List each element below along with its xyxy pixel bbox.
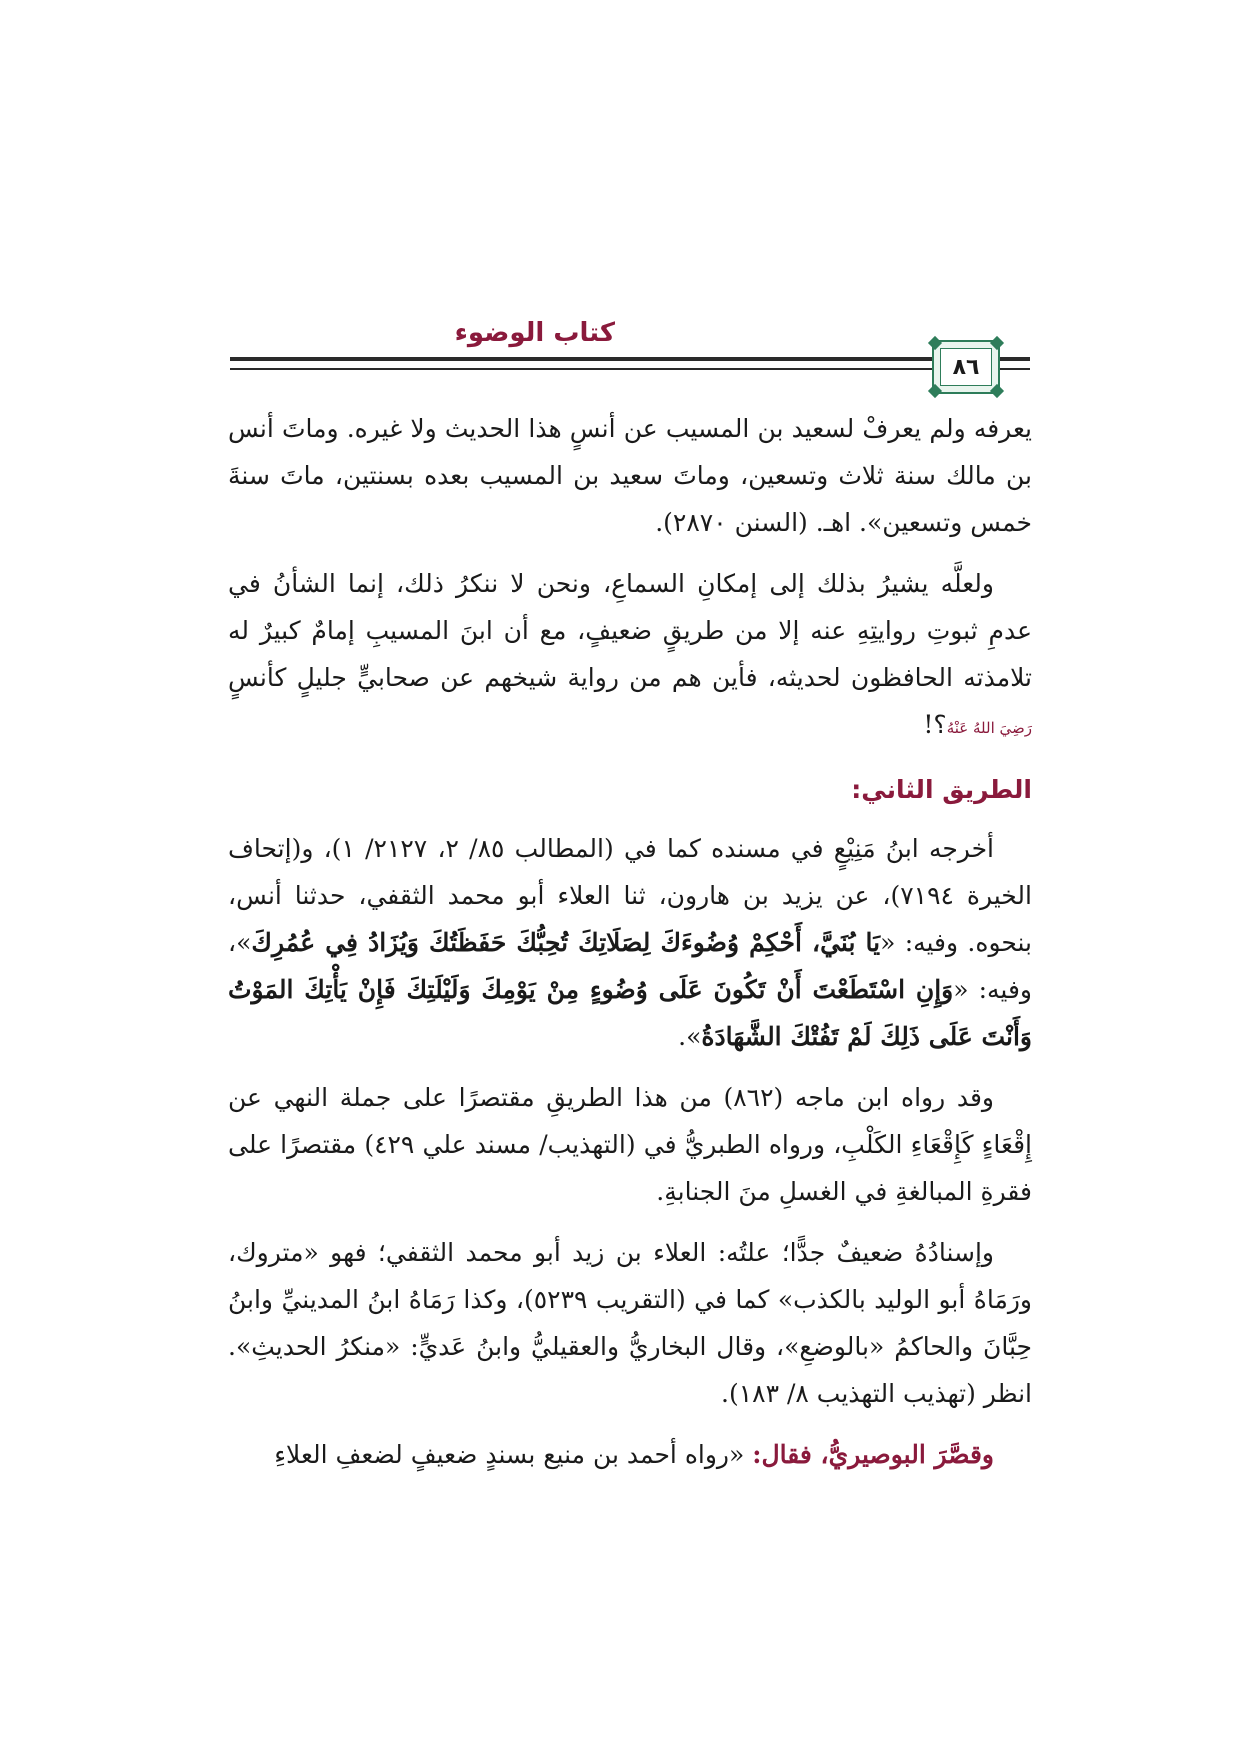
- page-number-badge: [932, 340, 1000, 394]
- badge-inner: [940, 348, 992, 386]
- paragraph-3-text-b: »، وفيه: «: [228, 928, 1032, 1004]
- book-title: كتاب الوضوء: [454, 318, 615, 348]
- paragraph-3-text-c: ».: [678, 1022, 702, 1051]
- header-rule-thick: [230, 357, 1030, 361]
- ornament-icon: [990, 336, 1004, 350]
- ornament-icon: [928, 384, 942, 398]
- paragraph-1: يعرفه ولم يعرفْ لسعيد بن المسيب عن أنسٍ هذا الحديث ولا غيره. وماتَ أنس بن مالك سنة ثلاث وتسعين، وماتَ سعيد بن المسيب بعده بسنتين، ماتَ سنةَ خمس وتسعين». اهـ. (السنن ٢٨٧٠).: [228, 414, 1032, 537]
- body-text: [228, 405, 1032, 1492]
- badge-frame: [932, 340, 1000, 394]
- paragraph-6-text: «رواه أحمد بن منيع بسندٍ ضعيفٍ لضعفِ العلاءِ: [274, 1440, 753, 1469]
- page-number: ٨٦: [952, 354, 980, 380]
- paragraph-2-end: ؟!: [923, 710, 947, 739]
- section-heading: الطريق الثاني:: [851, 775, 1032, 804]
- header-rule-thin: [230, 368, 1030, 370]
- ornament-icon: [990, 384, 1004, 398]
- honorific: رَضِيَ اللهُ عَنْهُ: [946, 719, 1032, 737]
- paragraph-2-text: ولعلَّه يشيرُ بذلك إلى إمكانِ السماعِ، ونحن لا ننكرُ ذلك، إنما الشأنُ في عدمِ ثبوتِ روايتِهِ عنه إلا من طريقٍ ضعيفٍ، مع أن ابنَ المسيبِ إمامٌ كبيرٌ له تلامذته الحافظون لحديثه، فأين هم من رواية شيخهم عن صحابيٍّ جليلٍ كأنسٍ: [228, 569, 1032, 692]
- paragraph-2: [228, 560, 1032, 752]
- paragraph-6-lead: وقصَّرَ البوصيريُّ، فقال:: [752, 1440, 994, 1469]
- paragraph-4: وقد رواه ابن ماجه (٨٦٢) من هذا الطريقِ مقتصرًا على جملة النهي عن إِقْعَاءٍ كَإِقْعَاءِ الكَلْبِ، ورواه الطبريُّ في (التهذيب/ مسند علي ٤٢٩) مقتصرًا على فقرةِ المبالغةِ في الغسلِ منَ الجنابةِ.: [228, 1083, 1032, 1206]
- paragraph-3: [228, 825, 1032, 1060]
- hadith-text-1: يَا بُنَيَّ، أَحْكِمْ وُضُوءَكَ لِصَلَاتِكَ تُحِبُّكَ حَفَظَتُكَ وَيُزَادُ فِي عُمُرِكَ: [251, 928, 881, 957]
- paragraph-5: وإسنادُهُ ضعيفٌ جدًّا؛ علتُه: العلاء بن زيد أبو محمد الثقفي؛ فهو «متروك، ورَمَاهُ أبو الوليد بالكذب» كما في (التقريب ٥٢٣٩)، وكذا رَمَاهُ ابنُ المدينيِّ وابنُ حِبَّانَ والحاكمُ «بالوضعِ»، وقال البخاريُّ والعقيليُّ وابنُ عَديٍّ: «منكرُ الحديثِ». انظر (تهذيب التهذيب ٨/ ١٨٣).: [228, 1238, 1033, 1408]
- page-header: [230, 310, 1030, 400]
- paragraph-3-text-a: أخرجه ابنُ مَنِيْعٍ في مسنده كما في (المطالب ٨٥/ ٢، ٢١٢٧/ ١)، و(إتحاف الخيرة ٧١٩٤)، عن يزيد بن هارون، ثنا العلاء أبو محمد الثقفي، حدثنا أنس، بنحوه. وفيه: «: [228, 834, 1032, 957]
- hadith-text-2: وَإِنِ اسْتَطَعْتَ أَنْ تَكُونَ عَلَى وُضُوءٍ مِنْ يَوْمِكَ وَلَيْلَتِكَ فَإِنْ يَأْتِكَ المَوْتُ وَأَنْتَ عَلَى ذَلِكَ لَمْ تَفُتْكَ الشَّهَادَةُ: [228, 975, 1032, 1051]
- paragraph-6: [228, 1431, 1032, 1478]
